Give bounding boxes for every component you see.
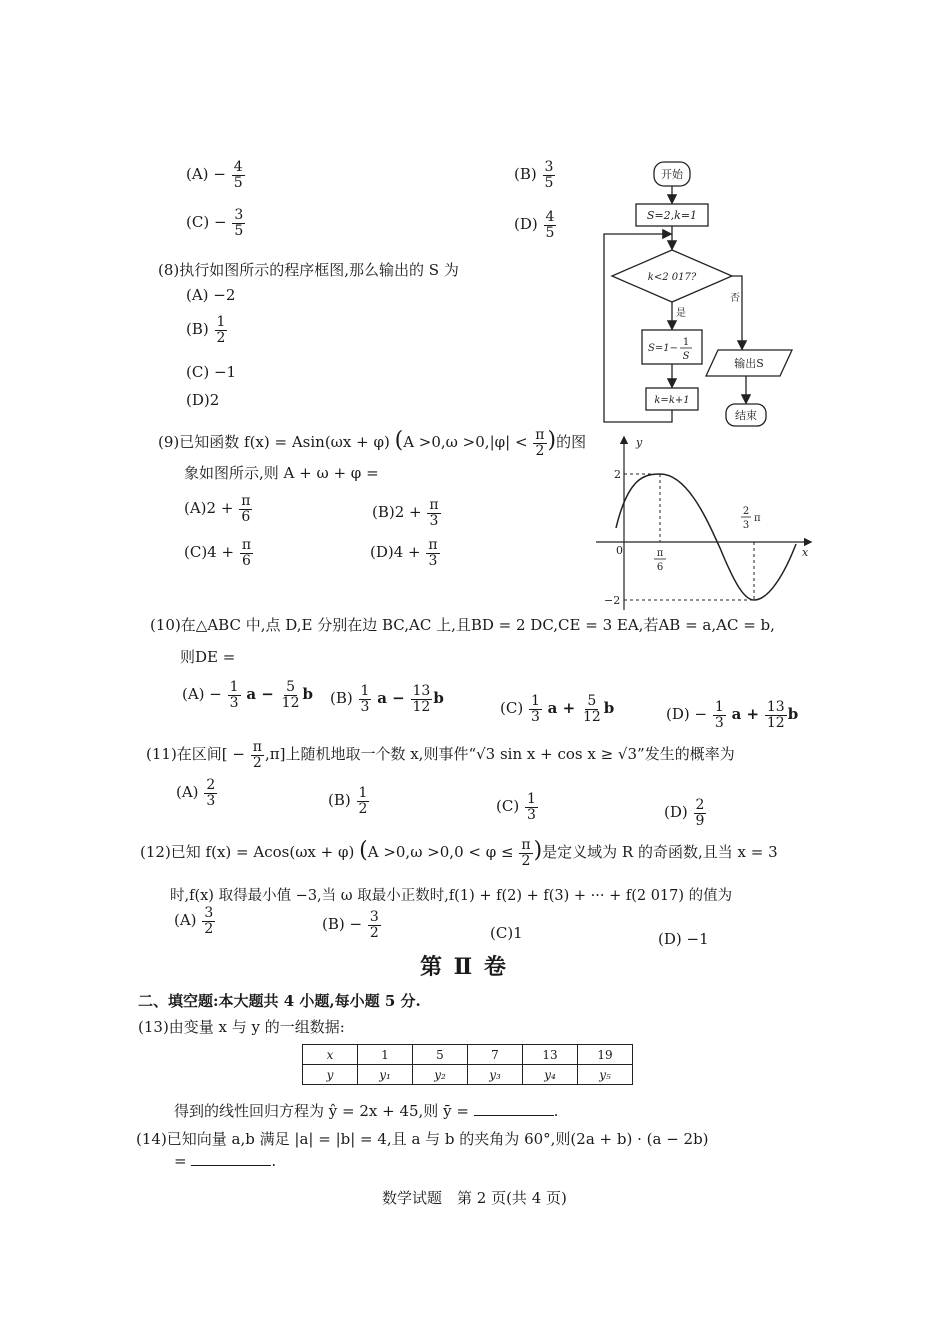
fraction: $\frac{5}{12}$ [281,679,300,711]
table-cell: y [303,1065,358,1085]
table-cell: y₃ [468,1065,523,1085]
fraction: $\frac{13}{12}$ [766,699,785,731]
q10-stem: (10)在△ABC 中,点 D,E 分别在边 BC,AC 上,且BD = 2 DC,CE = 3 EA,若AB = a,AC = b, [150,616,775,634]
fraction: $\frac{\pi}{3}$ [428,537,438,569]
table-cell: 7 [468,1045,523,1065]
q8-option-a: (A) −2 [186,286,236,304]
q7-option-c: (C) − $\frac{3}{5}$ [186,207,244,239]
q9-option-c: (C)4 + $\frac{\pi}{6}$ [184,537,252,569]
q11-stem: (11)在区间[ − $\frac{\pi}{2}$ ,π]上随机地取一个数 x,则事件“√3 sin x + cos x ≥ √3”发生的概率为 [146,739,735,771]
no-label: 否 [730,293,740,304]
q11-option-c: (C) $\frac{1}{3}$ [496,791,536,823]
fraction: $\frac{\pi}{2}$ [521,837,531,869]
q7-option-d: (D) $\frac{4}{5}$ [514,209,555,241]
tick-2pi3-num: 2 [742,506,750,517]
fraction: $\frac{3}{5}$ [234,207,244,239]
tick-pi6-den: 6 [656,562,664,573]
tick-2pi3-pi: π [754,513,761,524]
q9-stem: (9)已知函数 f(x) = Asin(ωx + φ) (A >0,ω >0,|φ| < $\frac{\pi}{2}$ )的图 [158,427,587,459]
section2-heading: 二、填空题:本大题共 4 小题,每小题 5 分. [138,992,421,1010]
fraction: $\frac{1}{2}$ [358,785,368,817]
q14-line2: = . [174,1152,277,1170]
table-row-y [303,1065,633,1085]
q10-stem-line2: 则DE = [180,648,236,666]
q8-option-c: (C) −1 [186,363,237,381]
yes-label: 是 [676,308,686,319]
fraction: $\frac{2}{3}$ [206,777,216,809]
sine-graph [596,432,816,612]
table-cell: y₅ [578,1065,633,1085]
table-cell: 13 [523,1045,578,1065]
q12-option-a: (A) $\frac{3}{2}$ [174,905,214,937]
q9-option-a: (A)2 + $\frac{\pi}{6}$ [184,493,251,525]
table-cell: 1 [358,1045,413,1065]
fraction: $\frac{3}{2}$ [369,909,379,941]
table-cell: x [303,1045,358,1065]
q8-stem: (8)执行如图所示的程序框图,那么输出的 S 为 [158,261,459,279]
fraction: $\frac{\pi}{2}$ [535,427,545,459]
fraction: $\frac{4}{5}$ [233,159,243,191]
q9-option-d: (D)4 + $\frac{\pi}{3}$ [370,537,438,569]
page-footer: 数学试题 第 2 页(共 4 页) [382,1189,567,1207]
fraction: $\frac{\pi}{6}$ [241,493,251,525]
fraction: $\frac{3}{2}$ [204,905,214,937]
y-axis-label: y [636,436,643,449]
answer-blank[interactable] [474,1103,554,1116]
fraction: $\frac{\pi}{3}$ [429,497,439,529]
table-cell: y₁ [358,1065,413,1085]
assign-den: S [682,351,690,362]
x-axis-label: x [802,546,809,559]
q13-data-table [302,1044,633,1085]
origin-label: 0 [616,544,623,557]
q8-option-b: (B) $\frac{1}{2}$ [186,314,226,346]
q7-option-a: (A) − $\frac{4}{5}$ [186,159,243,191]
q14-stem: (14)已知向量 a,b 满足 |a| = |b| = 4,且 a 与 b 的夹角为 60°,则(2a + b) · (a − 2b) [136,1130,709,1148]
fraction: $\frac{2}{9}$ [695,797,705,829]
q11-option-b: (B) $\frac{1}{2}$ [328,785,368,817]
fraction: $\frac{1}{3}$ [360,683,370,715]
q9-option-b: (B)2 + $\frac{\pi}{3}$ [372,497,439,529]
fraction: $\frac{1}{3}$ [526,791,536,823]
fraction: $\frac{5}{12}$ [582,693,601,725]
fraction: $\frac{1}{3}$ [714,699,724,731]
init-label: S=2,k=1 [646,209,698,222]
q7-option-b: (B) $\frac{3}{5}$ [514,159,554,191]
fraction: $\frac{\pi}{2}$ [252,739,262,771]
q12-option-c: (C)1 [490,924,523,942]
tick-2pi3-den: 3 [742,520,750,531]
flowchart [590,150,810,430]
fraction: $\frac{3}{5}$ [544,159,554,191]
table-row-x [303,1045,633,1065]
answer-blank[interactable] [191,1153,271,1166]
fraction: $\frac{1}{3}$ [530,693,540,725]
fraction: $\frac{4}{5}$ [545,209,555,241]
q10-option-d: (D) − $\frac{1}{3}$ a + $\frac{13}{12}$ b [666,699,799,731]
end-label: 结束 [735,409,757,422]
fraction: $\frac{1}{2}$ [216,314,226,346]
fraction: $\frac{13}{12}$ [412,683,431,715]
q12-stem: (12)已知 f(x) = Acos(ωx + φ) (A >0,ω >0,0 < φ ≤ $\frac{\pi}{2}$ )是定义域为 R 的奇函数,且当 x = 3 [140,837,778,869]
assign-num: 1 [682,337,690,348]
sine-curve [616,474,796,600]
q12-stem-line2: 时,f(x) 取得最小值 −3,当 ω 取最小正数时,f(1) + f(2) + f(3) + ··· + f(2 017) 的值为 [170,888,733,904]
q10-option-a: (A) − $\frac{1}{3}$ a − $\frac{5}{12}$ b [182,679,313,711]
fraction: $\frac{1}{3}$ [229,679,239,711]
increment-label: k=k+1 [654,395,690,406]
q11-option-a: (A) $\frac{2}{3}$ [176,777,216,809]
table-cell: y₄ [523,1065,578,1085]
q10-option-b: (B) $\frac{1}{3}$ a − $\frac{13}{12}$ b [330,683,444,715]
q12-option-d: (D) −1 [658,930,709,948]
q11-option-d: (D) $\frac{2}{9}$ [664,797,705,829]
q10-option-c: (C) $\frac{1}{3}$ a + $\frac{5}{12}$ b [500,693,615,725]
table-cell: 5 [413,1045,468,1065]
y-max-label: 2 [614,468,621,481]
q13-line2: 得到的线性回归方程为 ŷ = 2x + 45,则 ȳ = . [174,1102,559,1120]
tick-pi6-num: π [656,548,664,559]
output-label: 输出S [734,357,764,370]
table-cell: 19 [578,1045,633,1065]
q8-option-d: (D)2 [186,391,220,409]
cond-label: k<2 017? [647,272,697,283]
section-title: 第 Ⅱ 卷 [420,954,508,980]
assign-label: S=1− [648,343,678,354]
q12-option-b: (B) − $\frac{3}{2}$ [322,909,379,941]
start-label: 开始 [661,168,683,181]
fraction: $\frac{\pi}{6}$ [241,537,252,569]
table-cell: y₂ [413,1065,468,1085]
q9-stem-line2: 象如图所示,则 A + ω + φ = [184,464,379,482]
y-min-label: −2 [604,594,621,607]
q13-stem: (13)由变量 x 与 y 的一组数据: [138,1018,345,1036]
